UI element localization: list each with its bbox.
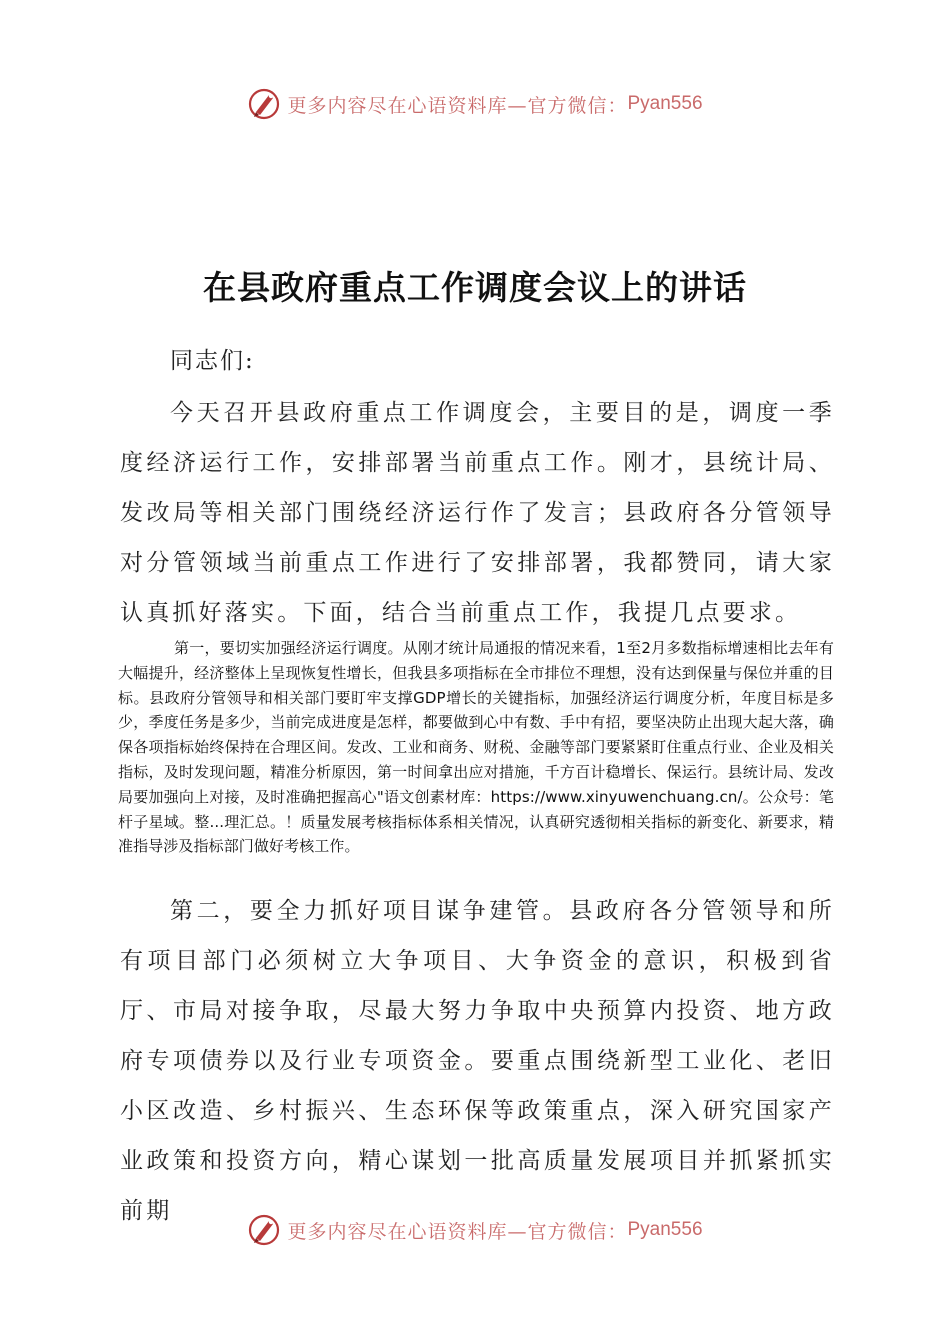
watermark-code: Pyan556 xyxy=(627,1219,703,1240)
paragraph-second-point: 第二，要全力抓好项目谋争建管。县政府各分管领导和所有项目部门必须树立大争项目、大争资金的意识，积极到省厅、市局对接争取，尽最大努力争取中央预算内投资、地方政府专项债券以及行业专项资金。要重点围绕新型工业化、老旧小区改造、乡村振兴、生态环保等政策重点，深入研究国家产业政策和投资方向，精心谋划一批高质量发展项目并抓紧抓实前期 xyxy=(120,898,835,1224)
pen-brush-logo-icon xyxy=(247,1213,281,1247)
watermark-text: 更多内容尽在心语资料库—官方微信： xyxy=(287,1220,628,1243)
watermark-footer xyxy=(0,1210,950,1250)
watermark-header xyxy=(0,84,950,124)
page-title: 在县政府重点工作调度会议上的讲话 xyxy=(203,268,747,307)
pen-brush-logo-icon xyxy=(247,87,281,121)
paragraph-intro: 今天召开县政府重点工作调度会，主要目的是，调度一季度经济运行工作，安排部署当前重点工作。刚才，县统计局、发改局等相关部门围绕经济运行作了发言；县政府各分管领导对分管领域当前重点工作进行了安排部署，我都赞同，请大家认真抓好落实。下面，结合当前重点工作，我提几点要求。 xyxy=(120,400,835,626)
greeting: 同志们: xyxy=(170,348,255,374)
watermark-code: Pyan556 xyxy=(627,93,703,114)
watermark-text: 更多内容尽在心语资料库—官方微信： xyxy=(287,94,628,117)
paragraph-first-point: 第一，要切实加强经济运行调度。从刚才统计局通报的情况来看，1至2月多数指标增速相比去年有大幅提升，经济整体上呈现恢复性增长，但我县多项指标在全市排位不理想，没有达到保量与保位并重的目标。县政府分管领导和相关部门要盯牢支撑GDP增长的关键指标，加强经济运行调度分析，年度目标是多少，季度任务是多少，当前完成进度是怎样，都要做到心中有数、手中有招，要坚决防止出现大起大落，确保各项指标始终保持在合理区间。发改、工业和商务、财税、金融等部门要紧紧盯住重点行业、企业及相关指标，及时发现问题，精准分析原因，第一时间拿出应对措施，千方百计稳增长、保运行。县统计局、发改局要加强向上对接，及时准确把握高心"语文创素材库：https://www.xinyuwenchuang.cn/。公众号：笔杆子星域。整...理汇总。！质量发展考核指标体系相关情况，认真研究透彻相关指标的新变化、新要求，精准指导涉及指标部门做好考核工作。 xyxy=(118,639,834,856)
